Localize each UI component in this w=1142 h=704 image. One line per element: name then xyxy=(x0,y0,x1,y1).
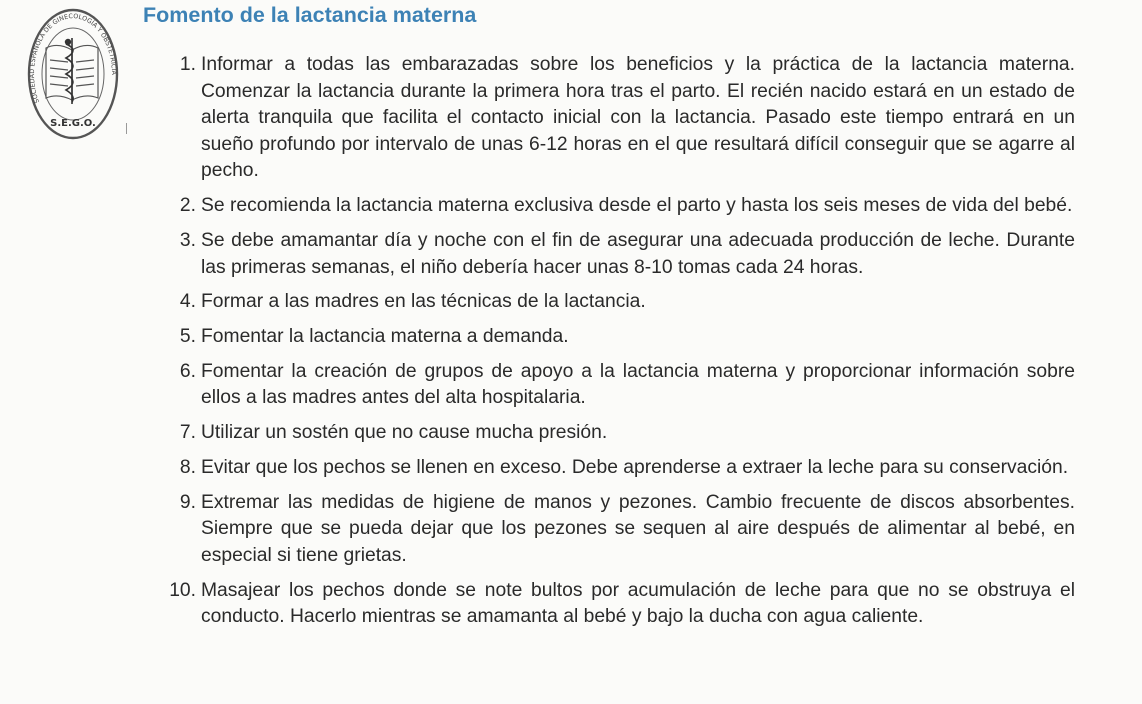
list-item xyxy=(150,490,1075,570)
item-text: Se recomienda la lactancia materna exclusiva desde el parto y hasta los seis meses de vida del bebé. xyxy=(201,195,1073,217)
list-item xyxy=(150,455,1075,482)
svg-text:SOCIEDAD ESPAÑOLA DE GINECOLOG: SOCIEDAD ESPAÑOLA DE GINECOLOGÍA Y OBSTETRICIA xyxy=(28,13,118,104)
item-number: 5. xyxy=(179,326,196,348)
item-number: 2. xyxy=(179,195,196,217)
list-item xyxy=(150,289,1075,316)
item-number: 1. xyxy=(179,54,196,75)
item-text: Utilizar un sostén que no cause mucha presión. xyxy=(201,422,608,444)
list-item xyxy=(150,193,1075,220)
section-title: Fomento de la lactancia materna xyxy=(143,3,477,27)
list-item xyxy=(150,228,1075,281)
item-number: 4. xyxy=(179,291,196,313)
list-item xyxy=(150,359,1075,412)
margin-tick xyxy=(126,123,127,134)
item-text: Fomentar la lactancia materna a demanda. xyxy=(201,326,569,348)
list-item xyxy=(150,420,1075,447)
item-number: 10. xyxy=(169,579,196,601)
item-text: Masajear los pechos donde se note bultos por acumulación de leche para que no se obstruya el conducto. Hacerlo mientras se amamanta al bebé y bajo la ducha con agua caliente. xyxy=(201,579,1075,628)
item-text: Informar a todas las embarazadas sobre los beneficios y la práctica de la lactancia materna. Comenzar la lactancia durante la primera hora tras el parto. El recién nacido estará en un estado de alerta tranquila que facilita el contacto inicial con la lactancia. Pasado este tiempo entrará en un sueño profundo por intervalo de unas 6-12 horas en el que resultará difícil conseguir que se agarre al pecho. xyxy=(201,54,1075,182)
list-item xyxy=(150,52,1075,185)
item-number: 9. xyxy=(179,491,196,513)
item-number: 7. xyxy=(179,422,196,444)
item-text: Evitar que los pechos se llenen en exceso. Debe aprenderse a extraer la leche para su conservación. xyxy=(201,457,1069,479)
item-number: 6. xyxy=(179,360,196,382)
item-text: Formar a las madres en las técnicas de la lactancia. xyxy=(201,291,646,313)
item-text: Se debe amamantar día y noche con el fin de asegurar una adecuada producción de leche. Durante las primeras semanas, el niño debería hacer unas 8-10 tomas cada 24 horas. xyxy=(201,229,1075,278)
item-text: Fomentar la creación de grupos de apoyo a la lactancia materna y proporcionar información sobre ellos a las madres antes del alta hospitalaria. xyxy=(201,360,1075,409)
sego-seal-logo xyxy=(26,4,120,140)
svg-text:S.E.G.O.: S.E.G.O. xyxy=(50,118,96,129)
recommendations-list xyxy=(150,52,1075,631)
item-text: Extremar las medidas de higiene de manos y pezones. Cambio frecuente de discos absorbentes. Siempre que se pueda dejar que los pezones se sequen al aire después de alimentar al bebé, en especial si tiene grietas. xyxy=(201,491,1075,566)
list-item xyxy=(150,324,1075,351)
item-number: 3. xyxy=(179,229,196,251)
list-item xyxy=(150,578,1075,631)
item-number: 8. xyxy=(179,457,196,479)
